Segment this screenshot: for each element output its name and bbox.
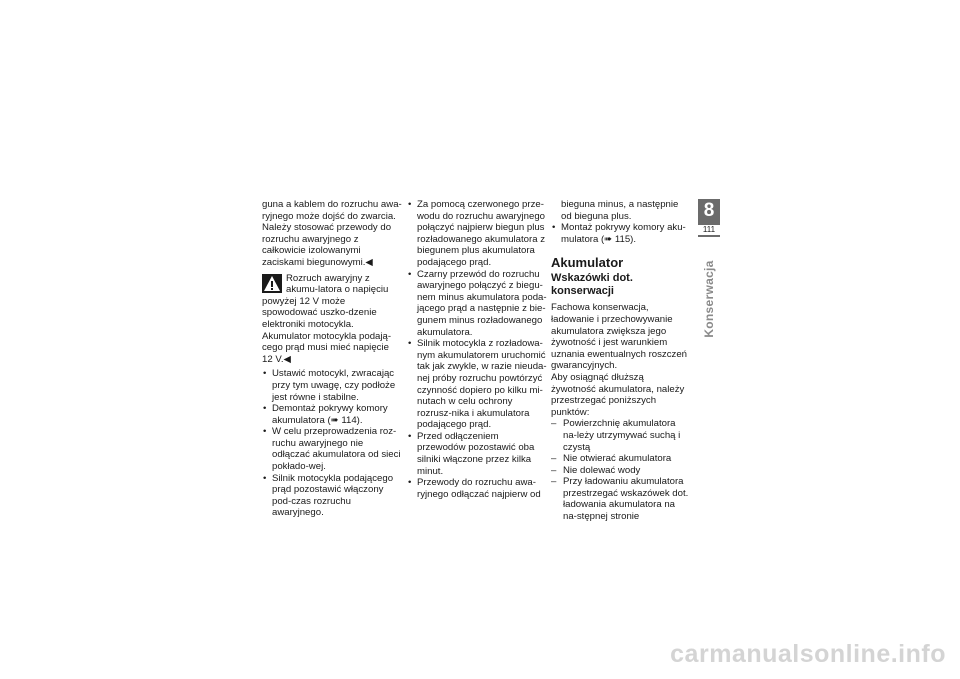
section-heading: Akumulator <box>551 255 624 271</box>
watermark: carmanualsonline.info <box>670 640 946 668</box>
bullet-list-1 <box>262 368 402 519</box>
continued-text: bieguna minus, a następnie od bieguna plus. <box>561 199 679 222</box>
column-3 <box>551 199 691 523</box>
list-item: • Montaż pokrywy komory aku-mulatora (➠ 115). <box>551 222 691 245</box>
list-item: • Silnik motocykla podającego prąd pozostawić włączony pod-czas rozruchu awaryjnego. <box>262 473 402 519</box>
chapter-title: Konserwacja <box>702 260 716 338</box>
warning-block <box>262 273 402 366</box>
chapter-number: 8 <box>703 200 715 221</box>
column-1 <box>262 199 402 519</box>
list-item: • Przed odłączeniem przewodów pozostawić oba silniki włączone przez kilka minut. <box>407 431 547 477</box>
list-item: • W celu przeprowadzenia roz-ruchu awaryjnego nie odłączać akumulatora od sieci pokłado-wej. <box>262 426 402 472</box>
dash-list <box>551 418 691 522</box>
paragraph-short-circuit: guna a kablem do rozruchu awa-ryjnego może dojść do zwarcia. Należy stosować przewody do rozruchu awaryjnego z całkowicie izolowanymi zaciskami biegunowymi.◀ <box>262 199 402 268</box>
list-item: • Za pomocą czerwonego prze-wodu do rozruchu awaryjnego połączyć najpierw biegun plus rozładowanego akumulatora z biegunem plus akumulatora podającego prąd. <box>407 199 547 269</box>
side-chapter-label <box>698 244 720 354</box>
column-2 <box>407 199 547 500</box>
list-item: • Demontaż pokrywy komory akumulatora (➠ 114). <box>262 403 402 426</box>
page-number: 111 <box>698 225 720 235</box>
chapter-tab <box>698 199 720 237</box>
list-item: • Silnik motocykla z rozładowa-nym akumulatorem uruchomić tak jak zwykle, w razie nieuda-nej próby rozruchu powtórzyć czynność dopiero po kilku mi-nutach w celu ochrony rozrusz-nika i akumulatora podającego prąd. <box>407 338 547 431</box>
warning-text: Rozruch awaryjny z akumu-latora o napięciu powyżej 12 V może spowodować uszko-dzenie elektroniki motocykla. Akumulator motocykla podają-cego prąd musi mieć napięcie 12 V.◀ <box>262 272 392 365</box>
bullet-list-3 <box>551 222 691 245</box>
list-item: – Przy ładowaniu akumulatora przestrzegać wskazówek dot. ładowania akumulatora na na-stępnej stronie <box>551 476 691 522</box>
paragraph-maintenance: Fachowa konserwacja, ładowanie i przechowywanie akumulatora zwiększa jego żywotność i jest warunkiem uznania ewentualnych roszczeń gwarancyjnych. <box>551 302 687 372</box>
list-item: • Czarny przewód do rozruchu awaryjnego połączyć z biegu-nem minus akumulatora poda-jącego prąd a następnie z bie-gunem minus rozładowanego akumulatora. <box>407 269 547 339</box>
bullet-list-2 <box>407 199 547 500</box>
list-item: – Nie dolewać wody <box>551 465 691 477</box>
list-item: • Przewody do rozruchu awa-ryjnego odłączać najpierw od <box>407 477 547 500</box>
list-item: – Powierzchnię akumulatora na-leży utrzymywać suchą i czystą <box>551 418 691 453</box>
warning-triangle-icon <box>262 274 282 293</box>
list-item: – Nie otwierać akumulatora <box>551 453 691 465</box>
subsection-heading: Wskazówki dot. konserwacji <box>551 272 633 298</box>
paragraph-lifetime: Aby osiągnąć dłuższą żywotność akumulatora, należy przestrzegać poniższych punktów: <box>551 371 685 418</box>
list-item: • Ustawić motocykl, zwracając przy tym uwagę, czy podłoże jest równe i stabilne. <box>262 368 402 403</box>
